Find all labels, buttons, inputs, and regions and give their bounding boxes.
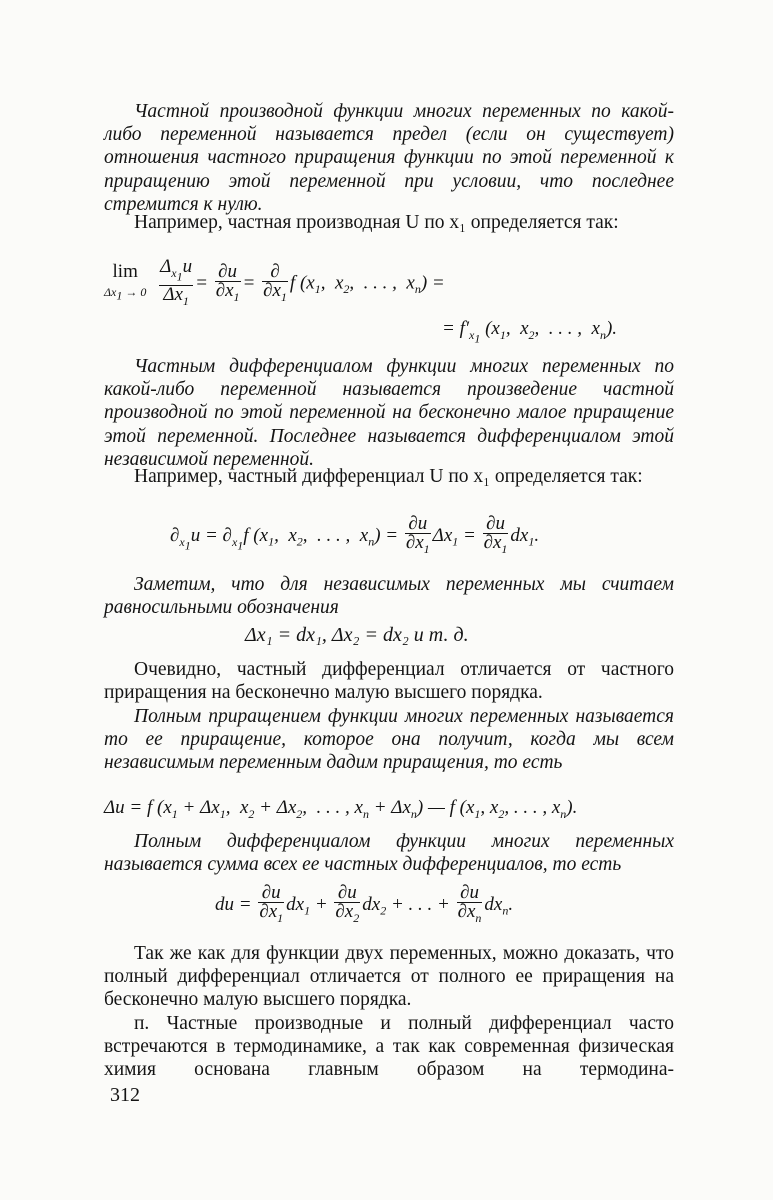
formula-limit-continued: = $f'_{x_1}$ ($x_1$, $x_2$, . . . , $x_n$). — [442, 318, 618, 346]
example-partial-differential: Например, частный дифференциал U по x₁ определяется так: — [134, 466, 643, 487]
formula-total-differential: du = $\frac{\partial u}{\partial x_1}$ $dx_1$ + $\frac{\partial u}{\partial x_2}$ $dx_2$ + . . . + $\frac{\partial u}{\partial x_n}$ $dx_n$. — [215, 882, 514, 925]
definition-partial-differential: Частным дифференциалом функции многих переменных по какой-либо переменной называется произведение частной производной по этой переменной на бесконечно малое приращение этой переменной. Последнее называется дифференциалом этой независимой переменной. — [104, 356, 674, 470]
page-number: 312 — [110, 1084, 140, 1106]
note-equivalent-notation: Заметим, что для независимых переменных мы считаем равносильными обозначения — [104, 574, 674, 619]
paragraph-thermodynamics: п. Частные производные и полный дифференциал часто встречаются в термодинамике, а так как современная физическая химия основана главным образом на термодина- — [104, 1013, 674, 1081]
example-partial-derivative: Например, частная производная U по x₁ определяется так: — [134, 212, 619, 233]
paragraph-two-variables: Так же как для функции двух переменных, можно доказать, что полный дифференциал отличается от полного ее приращения на бесконечно малую высшего порядка. — [104, 943, 674, 1011]
formula-total-increment: Δu = f ($x_1 + \Delta x_1$, $x_2 + \Delta x_2$, . . . , $x_n + \Delta x_n$) — f ($x_1$, $x_2$, . . . , $x_n$). — [104, 797, 578, 821]
definition-total-differential: Полным дифференциалом функции многих переменных называется сумма всех ее частных дифференциалов, то есть — [104, 831, 674, 876]
formula-equivalence: Δx₁ = dx₁, Δx₂ = dx₂ и т. д. — [245, 624, 469, 646]
formula-partial-differential: $\partial_{x_1}u = \partial_{x_1}f$ ($x_1$, $x_2$, . . . , $x_n$) = $\frac{\partial u}{\partial x_1}$ $\Delta x_1$ = $\frac{\partial u}{\partial x_1}$ $dx_1$. — [170, 513, 540, 556]
definition-partial-derivative: Частной производной функции многих переменных по какой-либо переменной называется предел (если он существует) отношения частного приращения функции по этой переменной к приращению этой переменной при условии, что последнее стремится к нулю. — [104, 101, 674, 215]
formula-limit: lim $\Delta x_1 \to 0$ $\frac{\Delta_{x_1}u}{\Delta x_1}$ = $\frac{\partial u}{\partial x_1}$ = $\frac{\partial}{\partial x_1}$ f ($x_1$, $x_2$, . . . , $x_n$) = — [104, 256, 445, 308]
definition-total-increment: Полным приращением функции многих переменных называется то ее приращение, которое она получит, когда мы всем независимым переменным дадим приращения, то есть — [104, 706, 674, 774]
paragraph-obvious: Очевидно, частный дифференциал отличается от частного приращения на бесконечно малую высшего порядка. — [104, 659, 674, 704]
